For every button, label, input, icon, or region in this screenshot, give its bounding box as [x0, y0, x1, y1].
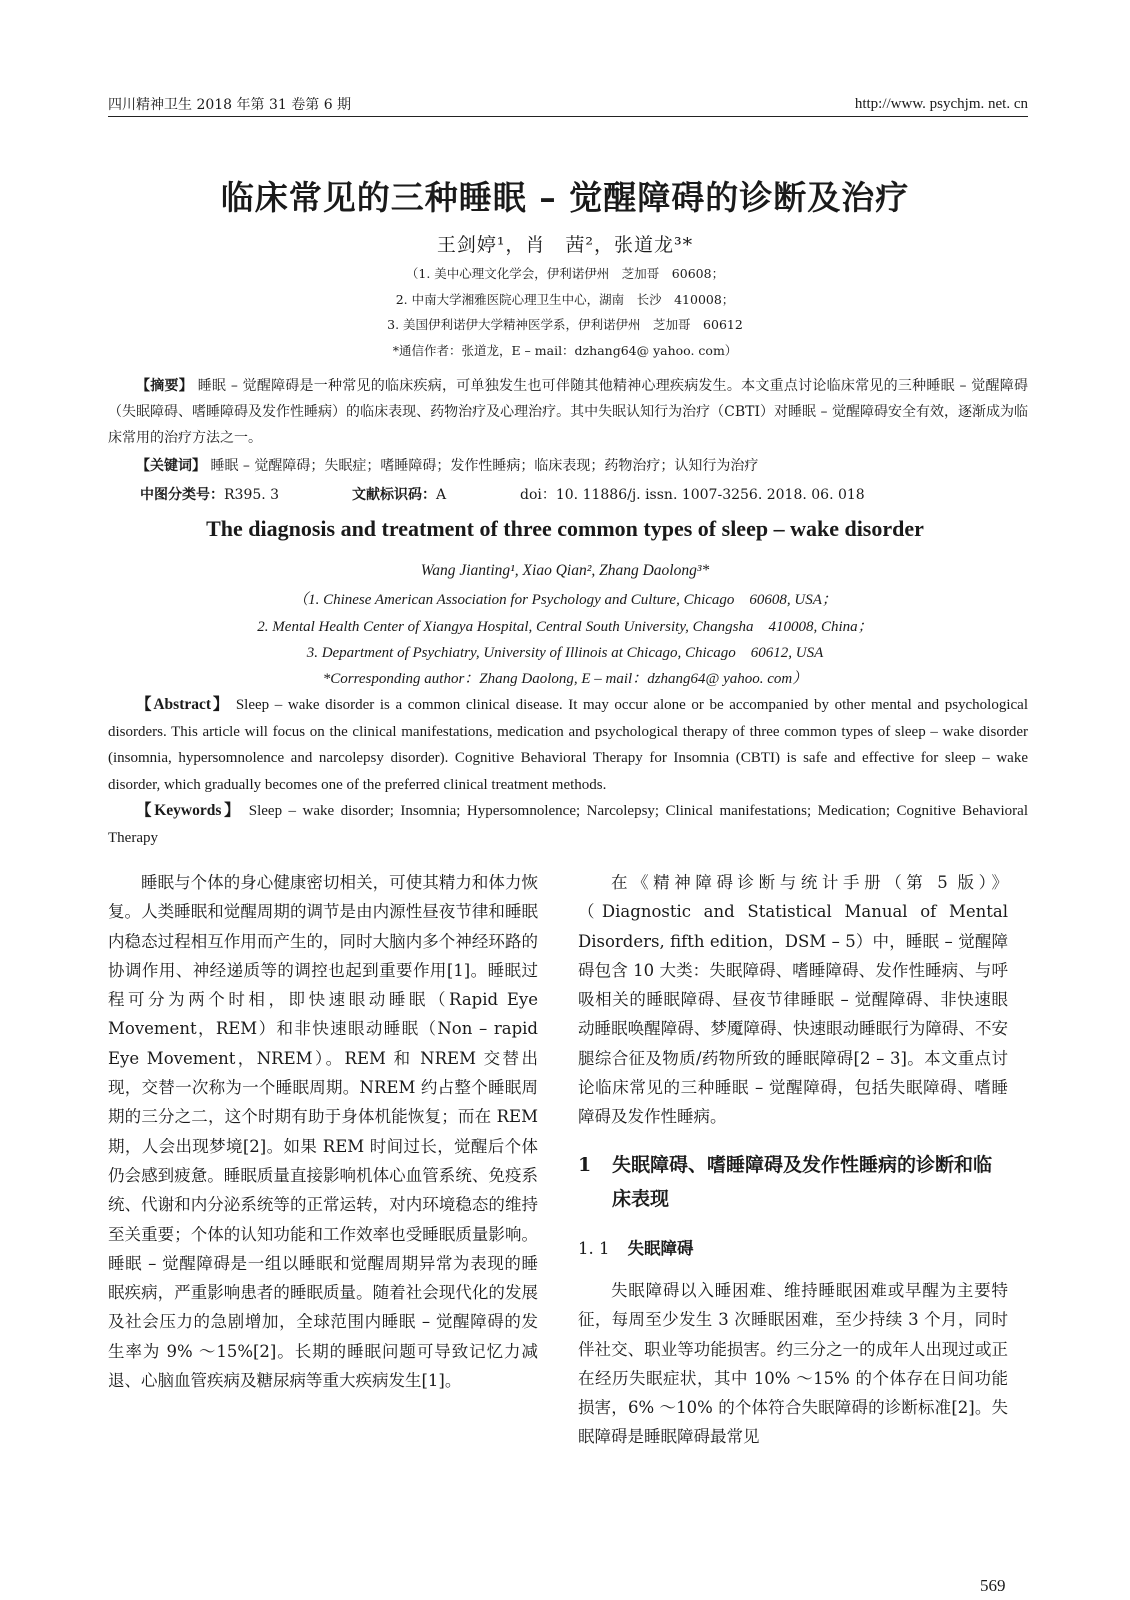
en-keywords-text: Sleep – wake disorder; Insomnia; Hypersomnolence; Narcolepsy; Clinical manifestations; Medication; Cognitive Behavioral Therapy	[108, 803, 1028, 846]
cn-affiliation-3: 3. 美国伊利诺伊大学精神医学系，伊利诺伊州 芝加哥 60612	[387, 317, 743, 332]
en-affiliation-3: 3. Department of Psychiatry, University of Illinois at Chicago, Chicago 60612, USA	[306, 645, 824, 661]
cn-abstract-text: 睡眠 – 觉醒障碍是一种常见的临床疾病，可单独发生也可伴随其他精神心理疾病发生。本文重点讨论临床常见的三种睡眠 – 觉醒障碍（失眠障碍、嗜睡障碍及发作性睡病）的临床表现、药物治疗及心理治疗。其中失眠认知行为治疗（CBTI）对睡眠 – 觉醒障碍安全有效，逐渐成为临床常用的治疗方法之一。	[108, 378, 1028, 446]
journal-url[interactable]: http://www. psychjm. net. cn	[854, 96, 1028, 112]
page-number: 569	[980, 1576, 1006, 1595]
en-title: The diagnosis and treatment of three common types of sleep – wake disorder	[206, 516, 924, 541]
section-1-title: 失眠障碍、嗜睡障碍及发作性睡病的诊断和临床表现	[612, 1154, 993, 1210]
cn-keywords	[108, 453, 1028, 479]
cn-affiliation-1: （1. 美中心理文化学会，伊利诺伊州 芝加哥 60608；	[405, 266, 725, 281]
doc-value: A	[436, 487, 447, 503]
en-abstract	[108, 692, 1028, 798]
left-column	[108, 868, 538, 1395]
en-keywords-label: 【Keywords】	[136, 802, 243, 819]
clc-number	[140, 484, 279, 504]
right-column	[578, 868, 1008, 1132]
cn-abstract	[108, 373, 1028, 451]
cn-title: 临床常见的三种睡眠 – 觉醒障碍的诊断及治疗	[220, 178, 910, 217]
en-authors: Wang Jianting¹, Xiao Qian², Zhang Daolong³*	[420, 562, 710, 579]
cn-abstract-label: 【摘要】	[136, 378, 193, 394]
section-1-1-number: 1. 1	[578, 1239, 610, 1258]
doc-label: 文献标识码：	[352, 487, 436, 503]
right-column-lower	[578, 1276, 1008, 1452]
cn-keywords-text: 睡眠 – 觉醒障碍；失眠症；嗜睡障碍；发作性睡病；临床表现；药物治疗；认知行为治疗	[210, 458, 759, 474]
section-1-heading	[578, 1148, 1008, 1216]
en-affiliation-1: （1. Chinese American Association for Psychology and Culture, Chicago 60608, USA；	[293, 592, 837, 608]
body-paragraph-right-2: 失眠障碍以入睡困难、维持睡眠困难或早醒为主要特征，每周至少发生 3 次睡眠困难，至少持续 3 个月，同时伴社交、职业等功能损害。约三分之一的成年人出现过或正在经历失眠症状，其中 10% ～15% 的个体存在日间功能损害，6% ～10% 的个体符合失眠障碍的诊断标准[2]。失眠障碍是睡眠障碍最常见	[578, 1281, 1008, 1447]
cn-corresponding: *通信作者：张道龙，E – mail：dzhang64@ yahoo. com）	[392, 343, 738, 358]
section-1-number: 1	[578, 1154, 592, 1176]
cn-affiliation-2: 2. 中南大学湘雅医院心理卫生中心，湖南 长沙 410008；	[395, 292, 735, 307]
section-1-1-title: 失眠障碍	[627, 1239, 694, 1258]
en-keywords	[108, 798, 1028, 851]
en-corresponding: *Corresponding author：Zhang Daolong, E – mail：dzhang64@ yahoo. com）	[322, 671, 808, 687]
clc-value: R395. 3	[224, 487, 280, 503]
cn-authors: 王剑婷¹，肖 茜²，张道龙³*	[436, 234, 694, 256]
doi: doi：10. 11886/j. issn. 1007-3256. 2018. 06. 018	[520, 487, 865, 503]
en-abstract-label: 【Abstract】	[136, 696, 231, 713]
cn-keywords-label: 【关键词】	[136, 458, 206, 474]
body-paragraph-left: 睡眠与个体的身心健康密切相关，可使其精力和体力恢复。人类睡眠和觉醒周期的调节是由内源性昼夜节律和睡眠内稳态过程相互作用而产生的，同时大脑内多个神经环路的协调作用、神经递质等的调控也起到重要作用[1]。睡眠过程可分为两个时相，即快速眼动睡眠（Rapid Eye Movement，REM）和非快速眼动睡眠（Non – rapid Eye Movement，NREM）。REM 和 NREM 交替出现，交替一次称为一个睡眠周期。NREM 约占整个睡眠周期的三分之二，这个时期有助于身体机能恢复；而在 REM 期，人会出现梦境[2]。如果 REM 时间过长，觉醒后个体仍会感到疲惫。睡眠质量直接影响机体心血管系统、免疫系统、代谢和内分泌系统等的正常运转，对内环境稳态的维持至关重要；个体的认知功能和工作效率也受睡眠质量影响。睡眠 – 觉醒障碍是一组以睡眠和觉醒周期异常为表现的睡眠疾病，严重影响患者的睡眠质量。随着社会现代化的发展及社会压力的急剧增加，全球范围内睡眠 – 觉醒障碍的发生率为 9% ～15%[2]。长期的睡眠问题可导致记忆力减退、心脑血管疾病及糖尿病等重大疾病发生[1]。	[108, 873, 538, 1391]
en-abstract-text: Sleep – wake disorder is a common clinical disease. It may occur alone or be accompanied by other mental and psychological disorders. This article will focus on the clinical manifestations, medication and psychological therapy of three common types of sleep – wake disorder (insomnia, hypersomnolence and narcolepsy disorder). Cognitive Behavioral Therapy for Insomnia (CBTI) is safe and effective for sleep – wake disorder, which gradually becomes one of the preferred clinical treatment methods.	[108, 697, 1029, 793]
en-affiliation-2: 2. Mental Health Center of Xiangya Hospital, Central South University, Changsha 410008, China；	[257, 619, 873, 635]
doc-code	[352, 484, 446, 504]
body-paragraph-right: 在《精神障碍诊断与统计手册（第 5 版）》（Diagnostic and Statistical Manual of Mental Disorders, fifth edition，DSM – 5）中，睡眠 – 觉醒障碍包含 10 大类：失眠障碍、嗜睡障碍、发作性睡病、与呼吸相关的睡眠障碍、昼夜节律睡眠 – 觉醒障碍、非快速眼动睡眠唤醒障碍、梦魇障碍、快速眼动睡眠行为障碍、不安腿综合征及物质/药物所致的睡眠障碍[2 – 3]。本文重点讨论临床常见的三种睡眠 – 觉醒障碍，包括失眠障碍、嗜睡障碍及发作性睡病。	[578, 873, 1008, 1127]
clc-label: 中图分类号：	[140, 487, 224, 503]
section-1-1-heading	[578, 1235, 694, 1259]
journal-name: 四川精神卫生 2018 年第 31 卷第 6 期	[108, 97, 352, 113]
running-header	[108, 94, 1028, 117]
